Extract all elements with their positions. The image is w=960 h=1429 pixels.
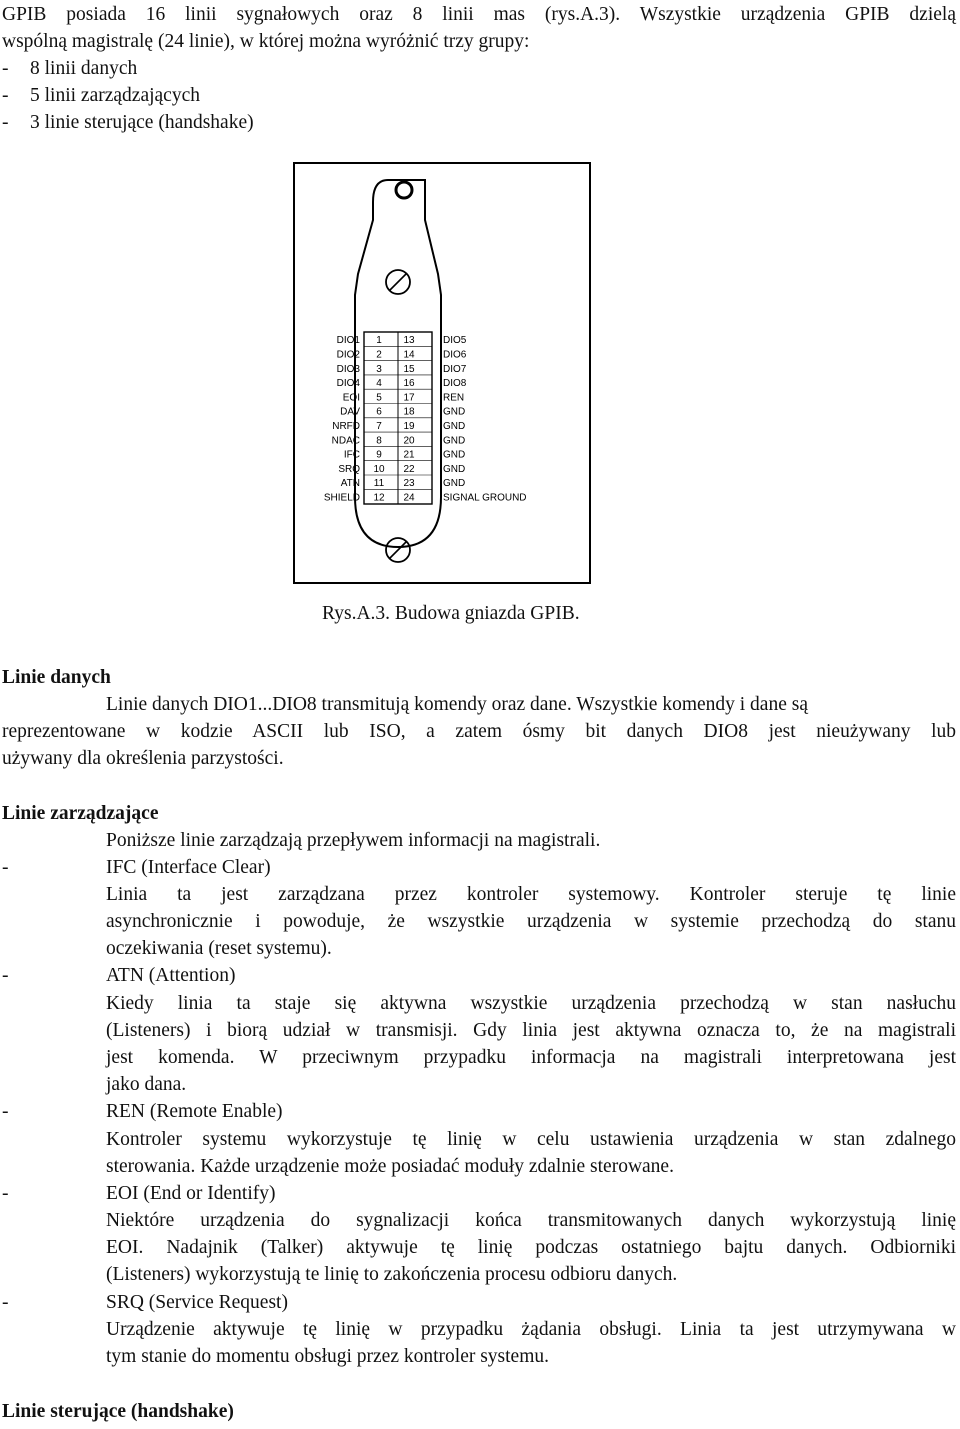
pin-number: 24 [403,492,415,504]
data-lines-text-1: Linie danych DIO1...DIO8 transmitują komendy oraz dane. Wszystkie komendy i dane są [106,694,808,715]
pin-signal-label: DIO2 [336,349,360,361]
pin-number: 23 [403,478,415,490]
pin-signal-label: GND [443,420,466,432]
list-dash: - [2,85,9,106]
intro-line-1: GPIB posiada 16 linii sygnałowych oraz 8 linii mas (rys.A.3). Wszystkie urządzenia GPIB dzielą [2,4,956,25]
list-dash: - [2,1292,9,1313]
pin-signal-label: SRQ [338,463,360,475]
pin-number: 17 [403,392,415,404]
section-heading-handshake: Linie sterujące (handshake) [2,1401,234,1422]
item-text-line: Urządzenie aktywuje tę linię w przypadku żądania obsługi. Linia ta jest utrzymywana w [106,1319,956,1340]
pin-number: 1 [376,335,382,347]
item-text-line: Kontroler systemu wykorzystuje tę linię w celu ustawienia urządzenia w stan zdalnego [106,1129,956,1150]
pin-number: 4 [376,378,382,390]
list-dash: - [2,857,9,878]
group-item: 3 linie sterujące (handshake) [30,112,254,133]
pin-signal-label: SIGNAL GROUND [443,492,527,504]
item-text-line: jest komenda. W przeciwnym przypadku informacja na magistrali interpretowana jest [106,1047,956,1068]
group-item: 8 linii danych [30,58,138,79]
pin-number: 20 [403,435,415,447]
item-text-line: EOI. Nadajnik (Talker) aktywuje tę linię podczas ostatniego bajtu danych. Odbiorniki [106,1237,956,1258]
list-dash: - [2,1183,9,1204]
list-dash: - [2,112,9,133]
data-lines-text-3: używany dla określenia parzystości. [2,748,284,769]
pin-signal-label: DIO7 [443,363,467,375]
pin-signal-label: ATN [340,478,360,490]
pin-signal-label: DIO5 [443,335,467,347]
pin-number: 16 [403,378,415,390]
pin-number: 2 [376,349,382,361]
pin-signal-label: IFC [343,449,360,461]
pin-signal-label: EOI [342,392,360,404]
pin-signal-label: SHIELD [323,492,360,504]
section-heading-mgmt-lines: Linie zarządzające [2,803,159,824]
list-dash: - [2,965,9,986]
item-text-line: oczekiwania (reset systemu). [106,938,332,959]
item-text-line: Kiedy linia ta staje się aktywna wszystkie urządzenia przechodzą w stan nasłuchu [106,993,956,1014]
intro-line-2: wspólną magistralę (24 linie), w której można wyróżnić trzy grupy: [2,31,530,52]
pin-number: 3 [376,363,382,375]
figure-caption: Rys.A.3. Budowa gniazda GPIB. [322,603,580,624]
mgmt-lines-intro: Poniższe linie zarządzają przepływem informacji na magistrali. [106,830,601,851]
item-text-line: jako dana. [106,1074,187,1095]
pin-signal-label: NRFD [332,420,360,432]
pin-number: 19 [403,420,415,432]
item-text-line: Niektóre urządzenia do sygnalizacji końca transmitowanych danych wykorzystują linię [106,1210,956,1231]
list-dash: - [2,58,9,79]
pin-signal-label: GND [443,435,466,447]
pin-number: 8 [376,435,382,447]
pin-signal-label: DAV [340,406,360,418]
pin-number: 5 [376,392,382,404]
pin-signal-label: GND [443,463,466,475]
pin-signal-label: DIO3 [336,363,360,375]
pin-number: 14 [403,349,415,361]
item-title-atn: ATN (Attention) [106,965,236,986]
pin-signal-label: GND [443,449,466,461]
pin-signal-label: DIO1 [336,335,360,347]
pin-number: 15 [403,363,415,375]
pin-signal-label: DIO6 [443,349,467,361]
item-title-ren: REN (Remote Enable) [106,1101,283,1122]
pin-number: 13 [403,335,415,347]
pin-signal-label: DIO8 [443,378,467,390]
pin-signal-label: DIO4 [336,378,360,390]
pin-number: 12 [373,492,385,504]
section-heading-data-lines: Linie danych [2,667,111,688]
pin-signal-label: GND [443,406,466,418]
pin-number: 6 [376,406,382,418]
data-lines-text-2: reprezentowane w kodzie ASCII lub ISO, a zatem ósmy bit danych DIO8 jest nieużywany lub [2,721,956,742]
item-text-line: (Listeners) i biorą udział w transmisji. Gdy linia jest aktywna oznacza to, że na magistrali [106,1020,956,1041]
item-text-line: asynchronicznie i powoduje, że wszystkie urządzenia w systemie przechodzą do stanu [106,911,956,932]
pin-number: 18 [403,406,415,418]
pin-number: 11 [373,478,385,490]
pin-signal-label: NDAC [331,435,360,447]
item-text-line: tym stanie do momentu obsługi przez kontroler systemu. [106,1346,550,1367]
pin-number: 7 [376,420,382,432]
pin-number: 10 [373,463,385,475]
item-title-ifc: IFC (Interface Clear) [106,857,271,878]
pin-number: 22 [403,463,415,475]
pin-number: 9 [376,449,382,461]
gpib-connector-figure [293,162,591,584]
item-title-eoi: EOI (End or Identify) [106,1183,276,1204]
item-text-line: (Listeners) wykorzystują te linię to zakończenia procesu odbioru danych. [106,1264,678,1285]
pin-signal-label: GND [443,478,466,490]
pin-number: 21 [403,449,415,461]
list-dash: - [2,1101,9,1122]
item-text-line: sterowania. Każde urządzenie może posiadać moduły zdalnie sterowane. [106,1156,674,1177]
item-title-srq: SRQ (Service Request) [106,1292,288,1313]
group-item: 5 linii zarządzających [30,85,200,106]
pin-signal-label: REN [443,392,465,404]
item-text-line: Linia ta jest zarządzana przez kontroler systemowy. Kontroler steruje tę linie [106,884,956,905]
